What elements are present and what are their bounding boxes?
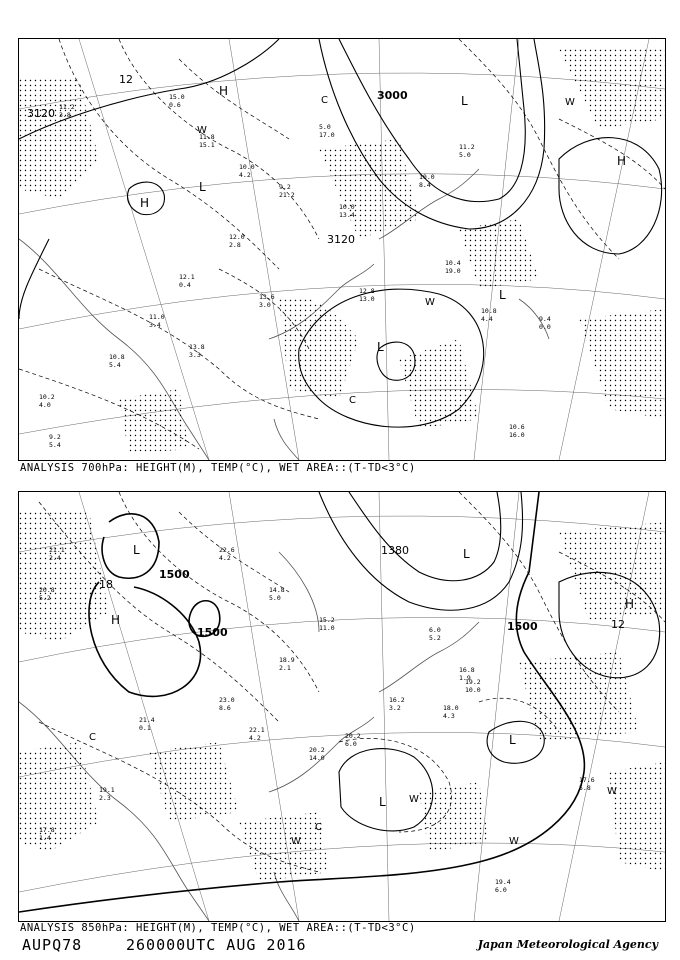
svg-text:2.8: 2.8: [229, 241, 241, 249]
station-value: 16.0: [509, 431, 525, 439]
map-850hpa-svg: [19, 492, 665, 921]
low-center-label: L: [461, 94, 468, 108]
contour-label: 1500: [159, 568, 190, 581]
svg-text:3.3: 3.3: [189, 351, 201, 359]
svg-text:12.0: 12.0: [229, 233, 245, 241]
svg-text:19.1: 19.1: [99, 786, 115, 794]
svg-text:11.2: 11.2: [59, 103, 75, 111]
low-center-label: L: [199, 180, 206, 194]
cold-marker: C: [321, 95, 328, 106]
warm-marker: W: [197, 125, 207, 136]
low-center-label: L: [133, 543, 140, 557]
svg-text:9.2: 9.2: [49, 433, 61, 441]
high-center-label: H: [140, 196, 150, 210]
low-center-label: L: [509, 733, 516, 747]
svg-text:11.2: 11.2: [459, 143, 475, 151]
svg-text:0.6: 0.6: [169, 101, 181, 109]
svg-text:10.8: 10.8: [109, 353, 125, 361]
valid-time: 260000UTC AUG 2016: [126, 936, 307, 954]
contour-label: 18: [99, 578, 113, 591]
map-700hpa-svg: [19, 39, 665, 460]
svg-text:22.6: 22.6: [219, 546, 235, 554]
station-value: 19.0: [445, 267, 461, 275]
warm-marker: W: [607, 786, 617, 797]
svg-text:11.8: 11.8: [199, 133, 215, 141]
high-center-label: H: [219, 84, 229, 98]
wet-area-stipple: [19, 49, 665, 454]
svg-text:16.2: 16.2: [389, 696, 405, 704]
svg-text:23.0: 23.0: [219, 696, 235, 704]
contour-label: 1500: [507, 620, 538, 633]
panel-850-caption: ANALYSIS 850hPa: HEIGHT(M), TEMP(°C), WET AREA::(T-TD<3°C): [20, 922, 416, 934]
svg-text:5.2: 5.2: [39, 594, 51, 602]
cold-marker: C: [315, 822, 322, 833]
station-value: 0.0: [539, 323, 551, 331]
wet-area-stipple: [19, 512, 665, 882]
svg-text:18.9: 18.9: [279, 656, 295, 664]
svg-text:2.4: 2.4: [49, 554, 61, 562]
contour-label: 3120: [327, 233, 355, 246]
cold-marker: C: [89, 732, 96, 743]
svg-text:11.0: 11.0: [149, 313, 165, 321]
low-center-label: L: [377, 340, 384, 354]
station-value: 4.3: [443, 712, 455, 720]
svg-text:13.4: 13.4: [339, 211, 355, 219]
svg-text:13.6: 13.6: [259, 293, 275, 301]
svg-text:10.0: 10.0: [239, 163, 255, 171]
svg-text:3.4: 3.4: [149, 321, 161, 329]
svg-text:10.2: 10.2: [39, 393, 55, 401]
low-center-label: L: [463, 547, 470, 561]
svg-text:6.0: 6.0: [429, 626, 441, 634]
station-value: 4.4: [481, 315, 493, 323]
svg-text:5.8: 5.8: [579, 784, 591, 792]
chart-code: AUPQ78: [22, 936, 83, 954]
svg-text:0.1: 0.1: [139, 724, 151, 732]
svg-text:4.2: 4.2: [249, 734, 261, 742]
svg-text:3.0: 3.0: [259, 301, 271, 309]
contour-label: 12: [119, 73, 133, 86]
warm-marker: W: [565, 97, 575, 108]
svg-text:4.0: 4.0: [39, 401, 51, 409]
svg-text:21.1: 21.1: [49, 546, 65, 554]
low-center-label: L: [379, 795, 386, 809]
svg-text:16.8: 16.8: [459, 666, 475, 674]
contour-label: 12: [611, 618, 625, 631]
svg-text:5.2: 5.2: [429, 634, 441, 642]
low-center-label: L: [499, 288, 506, 302]
svg-text:21.2: 21.2: [279, 191, 295, 199]
svg-text:17.0: 17.0: [319, 131, 335, 139]
svg-text:5.0: 5.0: [319, 123, 331, 131]
svg-text:8.4: 8.4: [419, 181, 431, 189]
svg-text:14.8: 14.8: [269, 586, 285, 594]
panel-700-caption: ANALYSIS 700hPa: HEIGHT(M), TEMP(°C), WET AREA::(T-TD<3°C): [20, 462, 416, 474]
station-value: 10.6: [509, 423, 525, 431]
svg-text:13.8: 13.8: [189, 343, 205, 351]
contour-label: 1500: [197, 626, 228, 639]
svg-text:9.2: 9.2: [279, 183, 291, 191]
warm-marker: W: [509, 836, 519, 847]
svg-text:15.1: 15.1: [199, 141, 215, 149]
station-value: 10.8: [481, 307, 497, 315]
station-value: 19.4: [495, 878, 511, 886]
warm-marker: W: [291, 836, 301, 847]
svg-text:1.4: 1.4: [39, 834, 51, 842]
map-panel-700hpa: [18, 38, 666, 461]
contour-label: 1380: [381, 544, 409, 557]
station-value: 10.0: [465, 686, 481, 694]
svg-text:14.0: 14.0: [309, 754, 325, 762]
svg-text:22.1: 22.1: [249, 726, 265, 734]
contour-label: 3120: [27, 107, 55, 120]
svg-text:20.8: 20.8: [39, 586, 55, 594]
svg-text:3.8: 3.8: [59, 111, 71, 119]
svg-text:17.6: 17.6: [579, 776, 595, 784]
map-panel-850hpa: [18, 491, 666, 922]
svg-text:5.4: 5.4: [109, 361, 121, 369]
svg-text:11.0: 11.0: [319, 624, 335, 632]
svg-text:3.2: 3.2: [389, 704, 401, 712]
contour-labels: [99, 544, 625, 639]
station-value: 13.0: [359, 295, 375, 303]
station-value: 18.0: [443, 704, 459, 712]
high-center-label: H: [111, 613, 121, 627]
cold-marker: C: [349, 395, 356, 406]
svg-text:12.1: 12.1: [179, 273, 195, 281]
station-value: 9.4: [539, 315, 551, 323]
warm-marker: W: [425, 297, 435, 308]
svg-text:4.2: 4.2: [219, 554, 231, 562]
svg-text:8.6: 8.6: [219, 704, 231, 712]
svg-text:20.2: 20.2: [309, 746, 325, 754]
agency-name: Japan Meteorological Agency: [477, 938, 658, 951]
station-value: 19.2: [465, 678, 481, 686]
svg-text:5.0: 5.0: [459, 151, 471, 159]
svg-text:15.2: 15.2: [319, 616, 335, 624]
svg-text:0.4: 0.4: [179, 281, 191, 289]
contour-label: 3000: [377, 89, 408, 102]
svg-text:1.9: 1.9: [459, 674, 471, 682]
svg-text:10.0: 10.0: [339, 203, 355, 211]
svg-text:5.0: 5.0: [269, 594, 281, 602]
station-value: 20.2: [345, 732, 361, 740]
high-center-label: H: [617, 154, 627, 168]
station-value: 6.0: [495, 886, 507, 894]
station-value: 6.0: [345, 740, 357, 748]
svg-text:17.8: 17.8: [39, 826, 55, 834]
svg-text:4.2: 4.2: [239, 171, 251, 179]
station-value: 12.8: [359, 287, 375, 295]
station-value: 10.4: [445, 259, 461, 267]
warm-marker: W: [409, 794, 419, 805]
svg-text:5.4: 5.4: [49, 441, 61, 449]
svg-text:21.4: 21.4: [139, 716, 155, 724]
svg-text:2.1: 2.1: [279, 664, 291, 672]
svg-text:10.0: 10.0: [419, 173, 435, 181]
svg-text:15.0: 15.0: [169, 93, 185, 101]
high-center-label: H: [625, 597, 635, 611]
svg-text:2.3: 2.3: [99, 794, 111, 802]
